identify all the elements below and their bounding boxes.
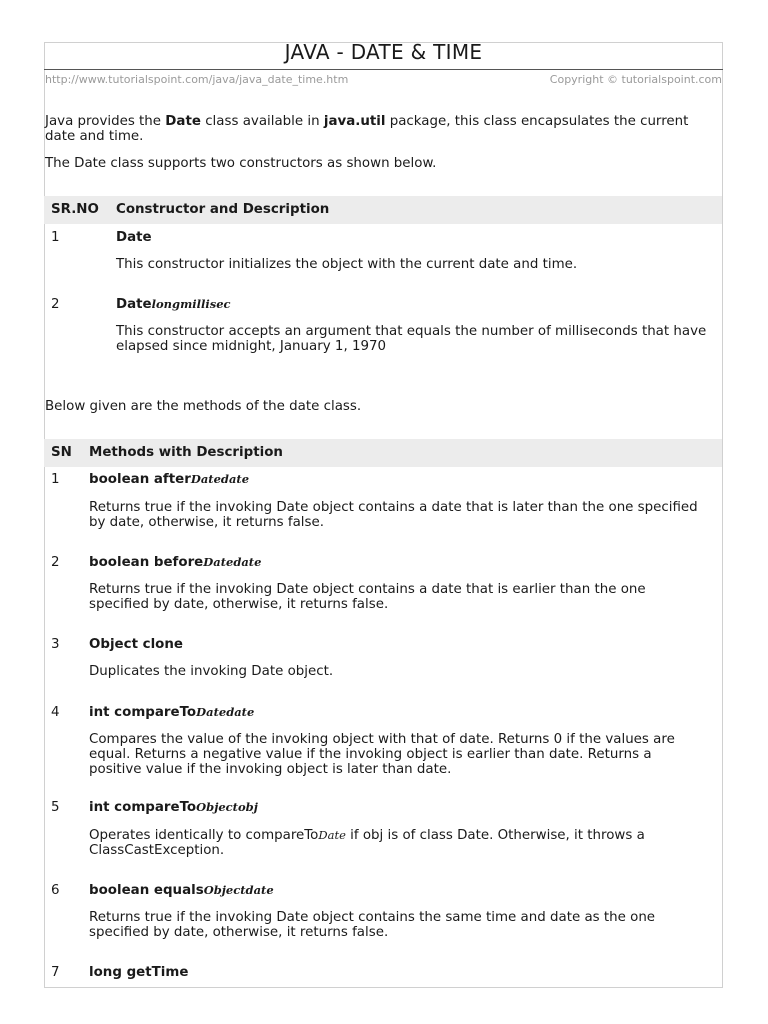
row-number: 1 [51,472,60,487]
method-signature: boolean equalsObjectdate [89,883,274,898]
row-number: 5 [51,800,60,815]
method-signature: long getTime [89,965,189,980]
col-srno: SR.NO [51,202,99,217]
constructors-table-header [44,196,722,224]
col-method-description: Methods with Description [89,445,283,460]
constructor-signature: Datelongmillisec [116,297,231,312]
row-number: 6 [51,883,60,898]
page-title: JAVA - DATE & TIME [284,40,483,64]
method-description: Operates identically to compareToDate if obj is of class Date. Otherwise, it throws a ClassCastException. [89,828,645,858]
intro-paragraph: Java provides the Date class available in java.util package, this class encapsulates the current date and time. [45,114,689,144]
title-divider [44,69,723,70]
method-description: Compares the value of the invoking object with that of date. Returns 0 if the values are equal. Returns a negative value if the invoking object is earlier than date. Returns a positive value if the invoking object is later than date. [89,732,675,777]
method-description: Returns true if the invoking Date object contains the same time and date as the one specified by date, otherwise, it returns false. [89,910,656,940]
methods-intro: Below given are the methods of the date class. [45,399,362,414]
method-signature: Object clone [89,637,183,652]
method-signature: boolean beforeDatedate [89,555,262,570]
row-number: 2 [51,297,60,312]
col-constructor-description: Constructor and Description [116,202,330,217]
method-signature: int compareToObjectobj [89,800,258,815]
row-number: 7 [51,965,60,980]
constructor-name: Date [116,230,152,245]
col-sn: SN [51,445,72,460]
constructor-description: This constructor initializes the object with the current date and time. [116,257,578,272]
method-description: Returns true if the invoking Date object contains a date that is later than the one specified by date, otherwise, it returns false. [89,500,698,530]
source-url: http://www.tutorialspoint.com/java/java_date_time.htm [45,73,349,86]
row-number: 1 [51,230,60,245]
method-signature: boolean afterDatedate [89,472,250,487]
constructor-description: This constructor accepts an argument that equals the number of milliseconds that have elapsed since midnight, January 1, 1970 [116,324,707,354]
row-number: 3 [51,637,60,652]
method-description: Returns true if the invoking Date object contains a date that is earlier than the one specified by date, otherwise, it returns false. [89,582,646,612]
methods-table-header [44,439,722,467]
row-number: 2 [51,555,60,570]
row-number: 4 [51,705,60,720]
constructors-intro: The Date class supports two constructors as shown below. [45,156,437,171]
method-description: Duplicates the invoking Date object. [89,664,334,679]
method-signature: int compareToDatedate [89,705,255,720]
copyright-notice: Copyright © tutorialspoint.com [549,73,722,86]
